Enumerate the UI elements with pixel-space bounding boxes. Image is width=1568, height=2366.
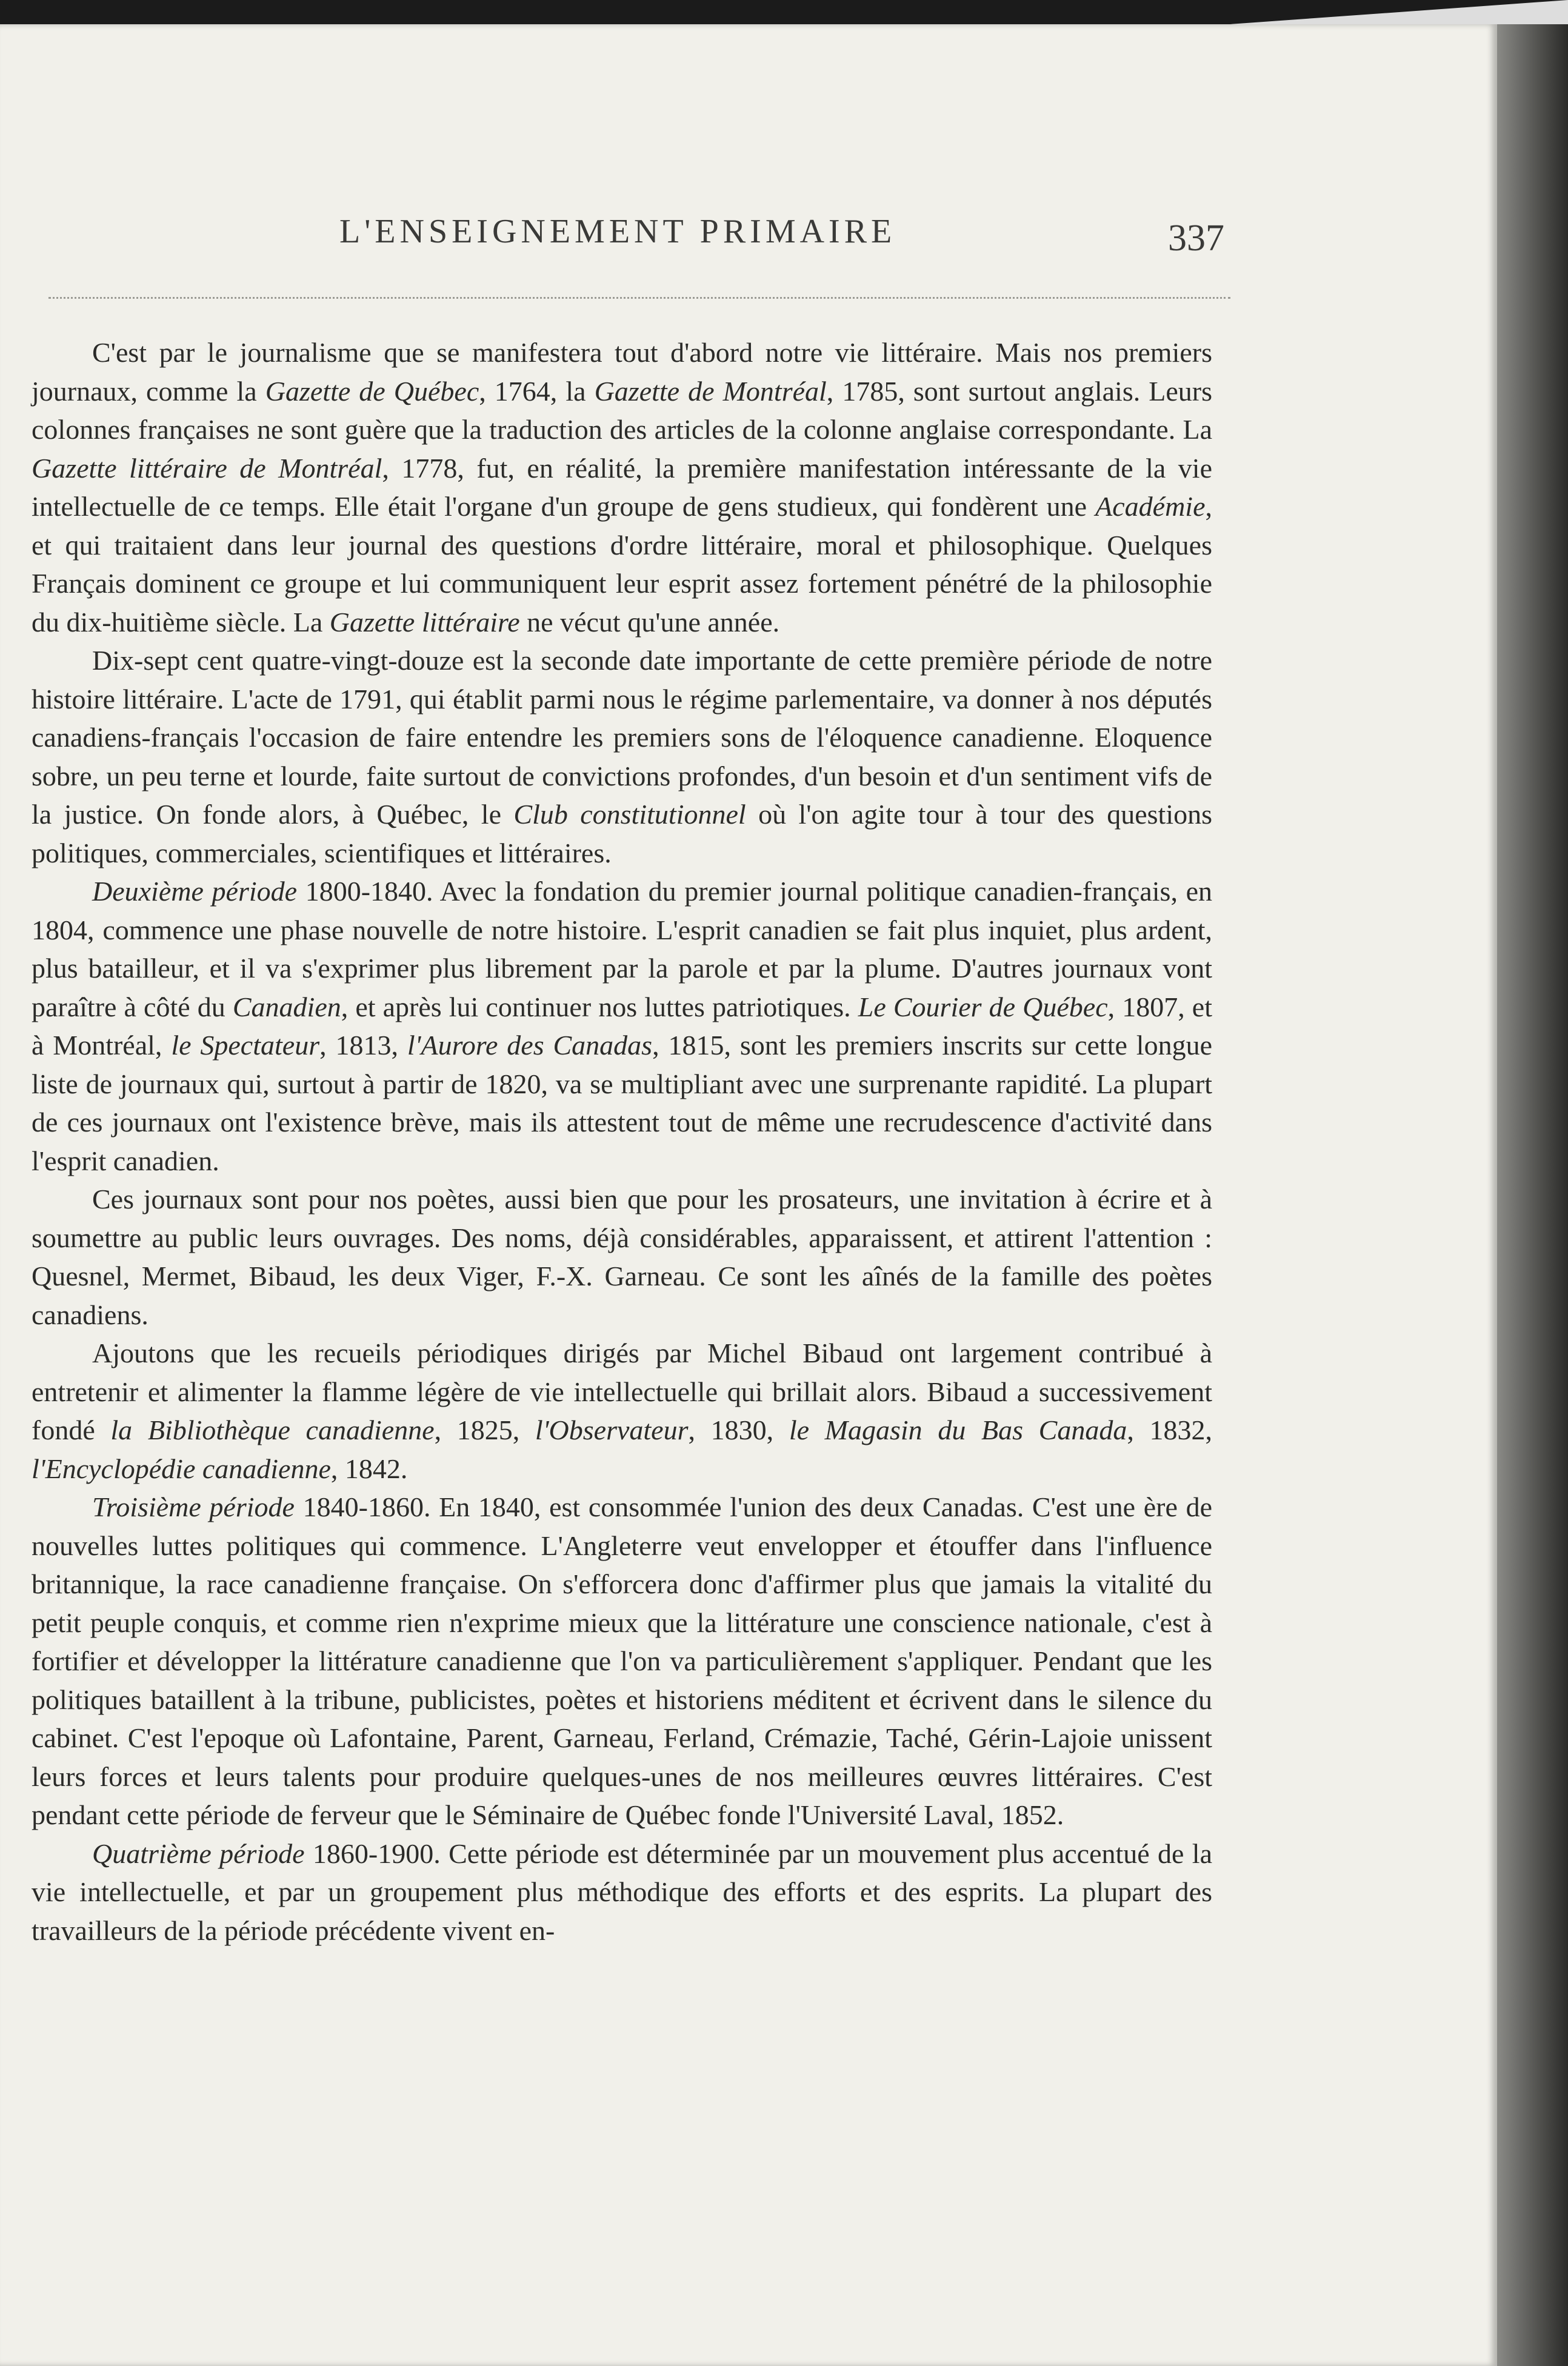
- text-run: , 1842.: [330, 1453, 408, 1484]
- text-run: 1840-1860. En 1840, est consommée l'union des deux Canadas. C'est une ère de nouvelles luttes politiques qui commence. L'Angleterre veut envelopper et étouffer dans l'influence britannique, la race canadienne française. On s'efforcera donc d'affirmer plus que jamais la vitalité du petit peuple conquis, et comme rien n'exprime mieux que la littérature une conscience nationale, c'est à fortifier et développer la littérature canadienne que l'on va particulièrement s'appliquer. Pendant que les politiques bataillent à la tribune, publicistes, poètes et historiens méditent et écrivent dans le silence du cabinet. C'est l'epoque où Lafontaine, Parent, Garneau, Ferland, Crémazie, Taché, Gérin-Lajoie unissent leurs forces et leurs talents pour produire quelques-unes de nos meilleures œuvres littéraires. C'est pendant cette période de ferveur que le Séminaire de Québec fonde l'Université Laval, 1852.: [32, 1491, 1212, 1830]
- paragraph: [32, 1334, 1212, 1488]
- italic-title: Gazette littéraire de Montréal: [32, 452, 382, 484]
- italic-title: Deuxième période: [92, 876, 298, 907]
- text-run: , 1830,: [688, 1415, 789, 1445]
- text-run: C'est par le journalisme que se manifestera tout d'abord notre vie littéraire. Mais nos premiers journaux, comme la: [32, 337, 1212, 407]
- paragraph: [32, 1488, 1212, 1834]
- running-title: L'ENSEIGNEMENT PRIMAIRE: [339, 213, 896, 250]
- text-run: , 1813,: [319, 1030, 407, 1061]
- paragraph: [32, 872, 1212, 1180]
- text-run: , 1832,: [1127, 1415, 1213, 1445]
- text-run: , 1785, sont surtout anglais. Leurs colonnes françaises ne sont guère que la traduction des articles de la colonne anglaise correspondante. La: [32, 375, 1213, 445]
- italic-title: Troisième période: [92, 1491, 295, 1522]
- paragraph: [32, 641, 1212, 872]
- text-run: où l'on agite tour à tour des questions politiques, commerciales, scientifiques et littéraires.: [32, 799, 1212, 868]
- italic-title: Canadien: [232, 991, 341, 1022]
- body-text: [32, 333, 1212, 1950]
- italic-title: l'Aurore des Canadas: [407, 1030, 653, 1061]
- book-page: [0, 24, 1497, 2366]
- italic-title: Le Courier de Québec: [858, 991, 1108, 1022]
- italic-title: le Magasin du Bas Canada: [789, 1415, 1127, 1445]
- text-run: , 1778, fut, en réalité, la première manifestation intéressante de la vie intellectuelle de ce temps. Elle était l'organe d'un groupe de gens studieux, qui fondèrent une: [32, 452, 1212, 522]
- text-run: , 1807, et à Montréal,: [32, 991, 1213, 1061]
- text-run: , 1764, la: [479, 375, 595, 407]
- text-run: , 1815, sont les premiers inscrits sur cette longue liste de journaux qui, surtout à partir de 1820, va se multipliant avec une surprenante rapidité. La plupart de ces journaux ont l'existence brève, mais ils attestent tout de même une recrudescence d'activité dans l'esprit canadien.: [32, 1030, 1212, 1176]
- italic-title: Gazette de Montréal: [594, 375, 827, 407]
- italic-title: le Spectateur: [171, 1030, 320, 1061]
- header-rule: [48, 297, 1230, 299]
- page-number: 337: [1168, 218, 1224, 259]
- italic-title: l'Observateur: [535, 1415, 689, 1445]
- italic-title: Académie: [1095, 491, 1206, 522]
- page-fold-shadow: [1497, 24, 1568, 2366]
- italic-title: Gazette littéraire: [329, 606, 520, 638]
- italic-title: Gazette de Québec: [265, 375, 479, 407]
- page-header: [339, 206, 1224, 261]
- text-run: , 1825,: [434, 1415, 535, 1445]
- text-run: ne vécut qu'une année.: [519, 606, 780, 638]
- paragraph: [32, 333, 1212, 641]
- italic-title: la Bibliothèque canadienne: [110, 1415, 435, 1445]
- text-run: , et qui traitaient dans leur journal des questions d'ordre littéraire, moral et philosophique. Quelques Français dominent ce groupe et lui communiquent leur esprit assez fortement pénétré de la philosophie du dix-huitième siècle. La: [32, 491, 1212, 638]
- italic-title: Quatrième période: [92, 1838, 305, 1869]
- text-run: 1800-1840. Avec la fondation du premier journal politique canadien-français, en 1804, commence une phase nouvelle de notre histoire. L'esprit canadien se fait plus inquiet, plus ardent, plus batailleur, et il va s'exprimer plus librement par la parole et par la plume. D'autres journaux vont paraître à côté du: [32, 876, 1212, 1022]
- text-run: 1860-1900. Cette période est déterminée par un mouvement plus accentué de la vie intellectuelle, et par un groupement plus méthodique des efforts et des esprits. La plupart des travailleurs de la période précédente vivent en-: [32, 1838, 1212, 1946]
- paragraph: [32, 1180, 1212, 1334]
- italic-title: Club constitutionnel: [513, 799, 746, 830]
- text-run: Dix-sept cent quatre-vingt-douze est la seconde date importante de cette première période de notre histoire littéraire. L'acte de 1791, qui établit parmi nous le régime parlementaire, va donner à nos députés canadiens-français l'occasion de faire entendre les premiers sons de l'éloquence canadienne. Eloquence sobre, un peu terne et lourde, faite surtout de convictions profondes, d'un besoin et d'un sentiment vifs de la justice. On fonde alors, à Québec, le: [32, 645, 1212, 830]
- text-run: Ces journaux sont pour nos poètes, aussi bien que pour les prosateurs, une invitation à écrire et à soumettre au public leurs ouvrages. Des noms, déjà considérables, apparaissent, et attirent l'attention : Quesnel, Mermet, Bibaud, les deux Viger, F.-X. Garneau. Ce sont les aînés de la famille des poètes canadiens.: [32, 1184, 1212, 1330]
- italic-title: l'Encyclopédie canadienne: [32, 1453, 331, 1484]
- paragraph: [32, 1834, 1212, 1950]
- text-run: , et après lui continuer nos luttes patriotiques.: [341, 991, 858, 1022]
- text-run: Ajoutons que les recueils périodiques dirigés par Michel Bibaud ont largement contribué à entretenir et alimenter la flamme légère de vie intellectuelle qui brillait alors. Bibaud a successivement fondé: [32, 1338, 1212, 1445]
